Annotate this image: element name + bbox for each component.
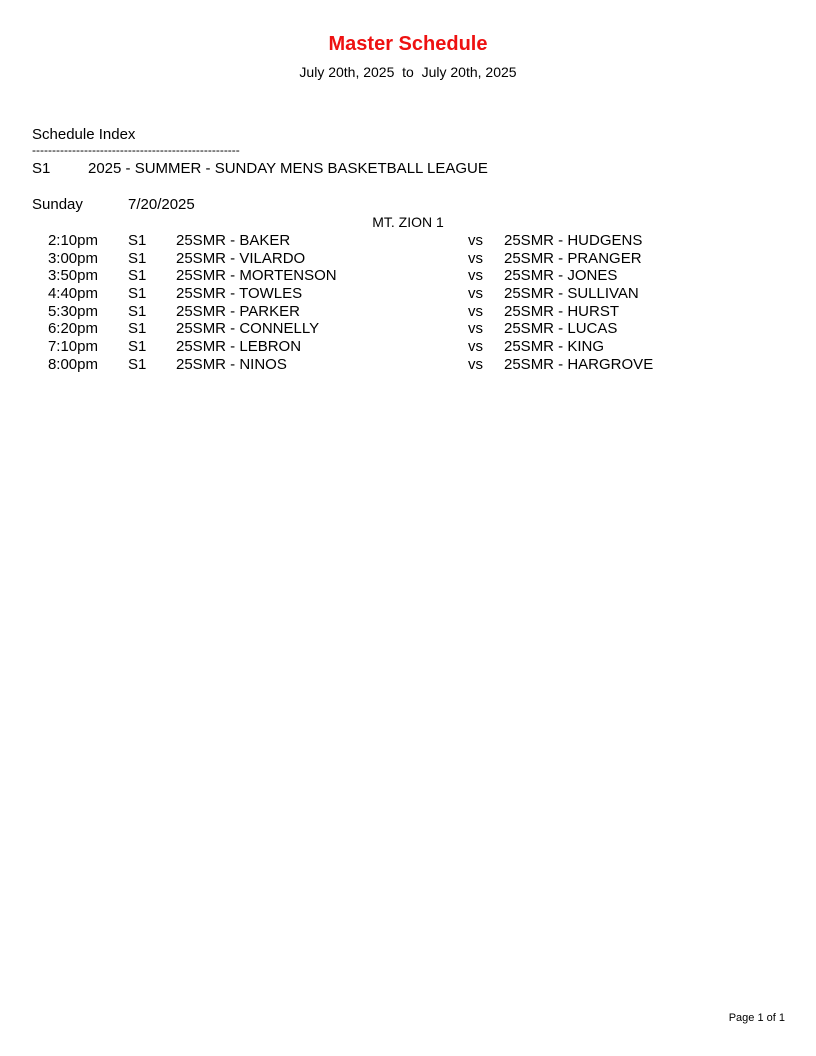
game-row <box>0 232 816 250</box>
game-row <box>0 303 816 321</box>
index-entry-code: S1 <box>32 160 51 177</box>
game-league-code: S1 <box>128 338 147 356</box>
day-date: 7/20/2025 <box>128 196 195 213</box>
page-number: Page 1 of 1 <box>728 1012 785 1024</box>
game-home-team: 25SMR - BAKER <box>176 232 291 249</box>
game-away-team: 25SMR - PRANGER <box>504 249 642 267</box>
game-vs: vs <box>468 232 483 249</box>
game-time: 3:50pm <box>47 267 98 285</box>
schedule-index-heading: Schedule Index <box>32 126 136 143</box>
index-entry <box>32 160 732 178</box>
game-vs: vs <box>468 320 483 338</box>
game-time: 7:10pm <box>47 338 98 356</box>
game-away-team: 25SMR - LUCAS <box>504 320 618 338</box>
game-league-code: S1 <box>128 249 147 267</box>
game-vs: vs <box>468 285 483 303</box>
game-row <box>0 250 816 268</box>
game-home-team: 25SMR - CONNELLY <box>176 320 320 338</box>
game-row <box>0 356 816 374</box>
game-home-team: 25SMR - TOWLES <box>176 285 303 303</box>
game-home-team: 25SMR - LEBRON <box>176 338 302 356</box>
page-title: Master Schedule <box>328 33 488 55</box>
game-home-team: 25SMR - MORTENSON <box>176 267 337 285</box>
game-away-team: 25SMR - SULLIVAN <box>504 285 639 303</box>
game-away-team: 25SMR - KING <box>504 338 605 356</box>
game-home-team: 25SMR - PARKER <box>176 302 300 320</box>
game-vs: vs <box>468 249 483 267</box>
game-league-code: S1 <box>128 355 147 373</box>
game-vs: vs <box>468 355 483 373</box>
game-row <box>0 285 816 303</box>
index-divider: ---------------------------------------------------- <box>32 143 240 157</box>
game-time: 3:00pm <box>47 249 98 267</box>
game-league-code: S1 <box>128 320 147 338</box>
game-league-code: S1 <box>128 267 147 285</box>
game-league-code: S1 <box>128 232 147 249</box>
game-vs: vs <box>468 267 483 285</box>
game-home-team: 25SMR - VILARDO <box>176 249 306 267</box>
date-range: July 20th, 2025 to July 20th, 2025 <box>299 64 517 80</box>
game-league-code: S1 <box>128 285 147 303</box>
game-row <box>0 267 816 285</box>
day-name: Sunday <box>32 196 83 213</box>
game-vs: vs <box>468 302 483 320</box>
game-time: 8:00pm <box>47 355 98 373</box>
game-time: 2:10pm <box>47 232 98 249</box>
games-list <box>0 232 816 374</box>
game-league-code: S1 <box>128 302 147 320</box>
game-away-team: 25SMR - JONES <box>504 267 618 285</box>
game-time: 4:40pm <box>47 285 98 303</box>
game-away-team: 25SMR - HUDGENS <box>504 232 643 249</box>
game-away-team: 25SMR - HARGROVE <box>504 355 654 373</box>
location-heading: MT. ZION 1 <box>372 214 444 230</box>
game-time: 6:20pm <box>47 320 98 338</box>
game-vs: vs <box>468 338 483 356</box>
game-row <box>0 320 816 338</box>
game-home-team: 25SMR - NINOS <box>176 355 287 373</box>
day-header <box>32 196 432 214</box>
game-row <box>0 338 816 356</box>
game-time: 5:30pm <box>47 302 98 320</box>
index-entry-name: 2025 - SUMMER - SUNDAY MENS BASKETBALL LEAGUE <box>88 160 488 177</box>
game-away-team: 25SMR - HURST <box>504 302 620 320</box>
